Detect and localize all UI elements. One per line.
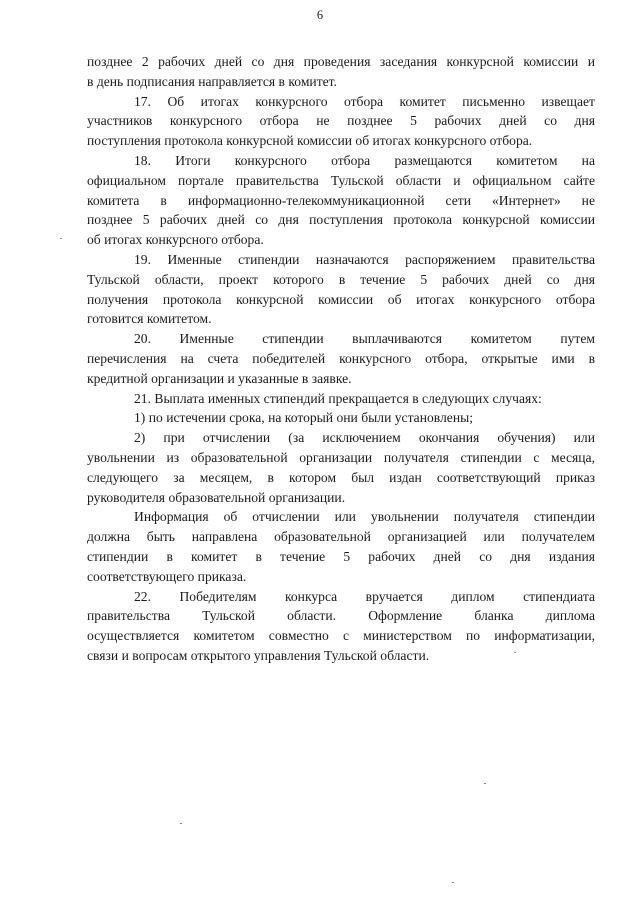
text-line: 22. Победителям конкурса вручается диплом стипендиата: [134, 588, 595, 604]
text-line: комитета в информационно-телекоммуникационной сети «Интернет» не: [87, 192, 595, 208]
text-line: получения протокола конкурсной комиссии об итогах конкурсного отбора: [87, 291, 595, 307]
text-line: 19. Именные стипендии назначаются распоряжением правительства: [134, 251, 595, 267]
text-line: поступления протокола конкурсной комиссии об итогах конкурсного отбора.: [87, 133, 533, 149]
scan-speck: [484, 783, 486, 784]
text-line: перечисления на счета победителей конкурсного отбора, открытые ими в: [87, 350, 595, 366]
page-number: 6: [316, 8, 324, 22]
text-line: 21. Выплата именных стипендий прекращается в следующих случаях:: [134, 390, 542, 406]
text-line: правительства Тульской области. Оформление бланка диплома: [87, 608, 595, 624]
text-line: 20. Именные стипендии выплачиваются комитетом путем: [134, 331, 595, 347]
text-line: осуществляется комитетом совместно с министерством по информатизации,: [87, 628, 595, 644]
text-line: должна быть направлена образовательной организацией или получателем: [87, 529, 595, 545]
document-body: [87, 52, 595, 666]
text-line: участников конкурсного отбора не позднее 5 рабочих дней со дня: [87, 113, 595, 129]
text-line: позднее 5 рабочих дней со дня поступления протокола конкурсной комиссии: [87, 212, 595, 228]
scan-speck: [60, 238, 62, 239]
text-line: следующего за месяцем, в котором был издан соответствующий приказ: [87, 469, 595, 485]
text-line: 1) по истечении срока, на который они были установлены;: [134, 410, 474, 426]
text-line: об итогах конкурсного отбора.: [87, 232, 264, 248]
text-line: позднее 2 рабочих дней со дня проведения заседания конкурсной комиссии и: [87, 54, 595, 69]
text-line: соответствующего приказа.: [87, 568, 247, 584]
text-line: 18. Итоги конкурсного отбора размещаются комитетом на: [134, 152, 595, 168]
scan-speck: [180, 823, 182, 824]
text-line: связи и вопросам открытого управления Тульской области.: [87, 647, 430, 663]
text-line: готовится комитетом.: [87, 311, 212, 327]
text-line: стипендии в комитет в течение 5 рабочих дней со дня издания: [87, 548, 595, 564]
text-line: увольнении из образовательной организации получателя стипендии с месяца,: [87, 449, 595, 465]
text-line: Информация об отчислении или увольнении получателя стипендии: [134, 509, 595, 525]
text-line: официальном портале правительства Тульской области и официальном сайте: [87, 172, 595, 188]
text-line: 17. Об итогах конкурсного отбора комитет письменно извещает: [134, 93, 595, 109]
text-line: Тульской области, проект которого в течение 5 рабочих дней со дня: [87, 271, 595, 287]
text-line: руководителя образовательной организации.: [87, 489, 346, 505]
text-line: 2) при отчислении (за исключением окончания обучения) или: [134, 430, 595, 446]
scan-speck: [514, 652, 516, 653]
text-line: в день подписания направляется в комитет.: [87, 73, 337, 89]
scan-speck: [452, 882, 454, 883]
text-line: кредитной организации и указанные в заявке.: [87, 370, 352, 386]
